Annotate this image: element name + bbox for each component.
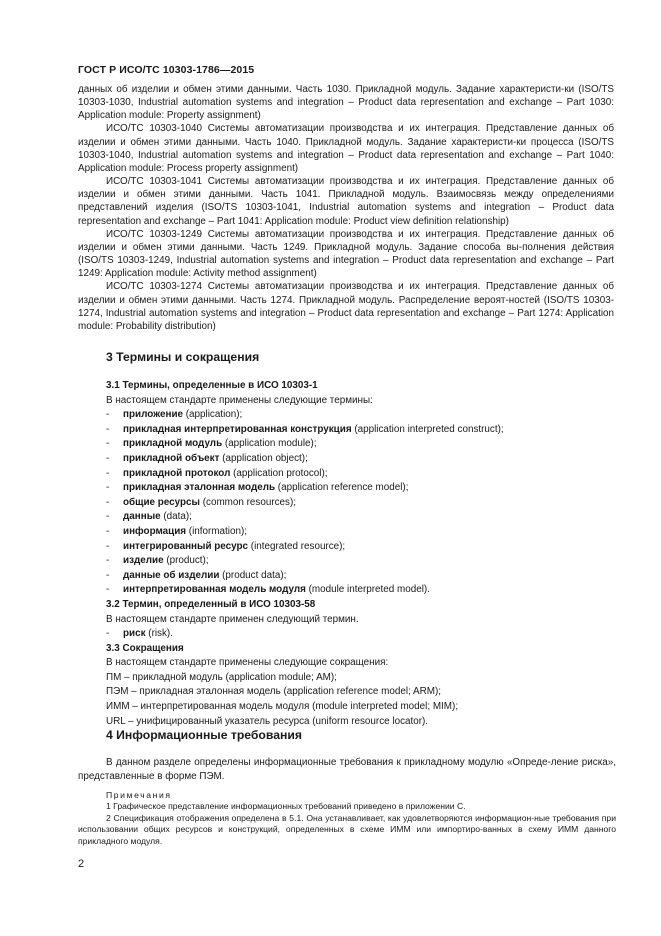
subsection-3-2-heading: 3.2 Термин, определенный в ИСО 10303-58 <box>106 598 316 610</box>
term-translation: (risk). <box>145 628 173 640</box>
term: общие ресурсы <box>123 496 200 508</box>
list-item: - приложение (application); <box>106 409 243 421</box>
list-item: - риск (risk). <box>106 628 173 640</box>
term-translation: (module interpreted model). <box>305 584 430 596</box>
subsection-3-1-heading: 3.1 Термины, определенные в ИСО 10303-1 <box>106 380 318 391</box>
term: риск <box>123 628 146 640</box>
abbreviation-entry: URL – унифицированный указатель ресурса (uniform resource locator). <box>106 715 429 727</box>
term: приложение <box>123 409 184 421</box>
notes-title: Примечания <box>106 790 172 800</box>
list-item: - данные об изделии (product data); <box>106 569 287 581</box>
subsection-3-2-intro: В настоящем стандарте применен следующий термин. <box>106 613 359 625</box>
term-translation: (product); <box>163 555 209 567</box>
subsection-3-1-intro: В настоящем стандарте применены следующие термины: <box>106 394 373 406</box>
note-item: 2 Спецификация отображения определена в 5.1. Она устанавливает, как удовлетворяются информацион-ные требования при использовании общих ресурсов и конструкций, определенных в схеме ИММ или импортиро-ванных в схему ИММ данного прикладного модуля. <box>78 812 616 846</box>
subsection-3-3-heading: 3.3 Сокращения <box>106 642 184 654</box>
reference-entry: ИСО/ТС 10303-1249 Системы автоматизации производства и их интеграция. Представление данных об изделии и обмен этими данными. Часть 1249. Прикладной модуль. Задание способа вы-полнения действия (ISO/TS 10303-1249, Industrial automation systems and integration – Product data representation and exchange – Part 1249: Application module: Activity method assignment) <box>78 228 614 280</box>
page-number: 2 <box>78 858 85 870</box>
reference-entry: ИСО/ТС 10303-1040 Системы автоматизации производства и их интеграция. Представление данных об изделии и обмен этими данными. Часть 1040. Прикладной модуль. Задание характеристи-ки процесса (ISO/TS 10303-1040, Industrial automation systems and integration – Product data representation and exchange – Part 1040: Application module: Process property assignment) <box>78 123 614 174</box>
term-translation: (application); <box>183 409 243 421</box>
term: интегрированный ресурс <box>123 540 249 552</box>
term-translation: (application module); <box>222 438 317 450</box>
list-item: - прикладной объект (application object); <box>106 452 308 464</box>
term: данные <box>123 511 161 523</box>
abbreviation-entry: ИММ – интерпретированная модель модуля (module interpreted model; MIM); <box>106 701 459 713</box>
term-translation: (integrated resource); <box>248 540 346 552</box>
section-4-heading: 4 Информационные требования <box>106 728 302 742</box>
abbreviation-entry: ПЭМ – прикладная эталонная модель (application reference model; ARM); <box>106 686 441 698</box>
document-header: ГОСТ Р ИСО/ТС 10303-1786—2015 <box>78 64 255 76</box>
list-item: - интерпретированная модель модуля (module interpreted model). <box>106 584 430 596</box>
section-3-heading: 3 Термины и сокращения <box>106 350 260 364</box>
term: прикладная интерпретированная конструкция <box>123 423 352 435</box>
subsection-3-3-intro: В настоящем стандарте применены следующие сокращения: <box>106 657 389 669</box>
term-translation: (application interpreted construct); <box>351 423 504 435</box>
term-translation: (information); <box>186 525 247 537</box>
term-translation: (data); <box>160 511 192 523</box>
term: информация <box>123 525 187 537</box>
reference-entry: ИСО/ТС 10303-1274 Системы автоматизации производства и их интеграция. Представление данных об изделии и обмен этими данными. Часть 1274. Прикладной модуль. Распределение вероят-ностей (ISO/TS 10303-1274, Industrial automation systems and integration – Product data representation and exchange – Part 1274: Application module: Probability distribution) <box>78 281 614 332</box>
section-4-paragraph: В данном разделе определены информационные требования к прикладному модулю «Опреде-ление риска», представленные в форме ПЭМ. <box>78 757 616 782</box>
note-item: 1 Графическое представление информационных требований приведено в приложении С. <box>106 801 466 812</box>
list-item: - данные (data); <box>106 511 192 523</box>
term-translation: (product data); <box>219 569 287 581</box>
term-list-58 <box>106 627 616 642</box>
terms-list <box>106 408 616 598</box>
list-item: - прикладная эталонная модель (application reference model); <box>106 482 409 494</box>
term-translation: (application reference model); <box>275 482 409 494</box>
term-translation: (application protocol); <box>230 467 328 479</box>
list-item: - информация (information); <box>106 525 247 537</box>
normative-references <box>78 83 614 333</box>
list-item: - изделие (product); <box>106 555 209 567</box>
term-translation: (application object); <box>219 452 308 464</box>
term: прикладной модуль <box>123 438 223 450</box>
reference-entry: данных об изделии и обмен этими данными. Часть 1030. Прикладной модуль. Задание характеристи-ки (ISO/TS 10303-1030, Industrial automation systems and integration – Product data representation and exchange – Part 1030: Application module: Property assignment) <box>78 84 614 122</box>
term: прикладной протокол <box>123 467 231 479</box>
section-4-body <box>78 756 616 783</box>
list-item: - прикладной протокол (application protocol); <box>106 467 328 479</box>
term: прикладная эталонная модель <box>123 482 276 494</box>
term: данные об изделии <box>123 569 220 581</box>
section-3-1 <box>106 379 616 729</box>
list-item: - интегрированный ресурс (integrated resource); <box>106 540 346 552</box>
list-item: - прикладная интерпретированная конструкция (application interpreted construct); <box>106 423 504 435</box>
term: интерпретированная модель модуля <box>123 584 306 596</box>
list-item: - прикладной модуль (application module); <box>106 438 317 450</box>
term: изделие <box>123 555 164 567</box>
notes-block <box>78 790 616 847</box>
term: прикладной объект <box>123 452 220 464</box>
abbreviation-entry: ПМ – прикладной модуль (application module; AM); <box>106 671 337 683</box>
reference-entry: ИСО/ТС 10303-1041 Системы автоматизации производства и их интеграция. Представление данных об изделии и обмен этими данными. Часть 1041. Прикладной модуль. Взаимосвязь между определениями представлений изделия (ISO/TS 10303-1041, Industrial automation systems and integration – Product data representation and exchange – Part 1041: Application module: Product view definition relationship) <box>78 176 614 227</box>
list-item: - общие ресурсы (common resources); <box>106 496 297 508</box>
term-translation: (common resources); <box>199 496 297 508</box>
